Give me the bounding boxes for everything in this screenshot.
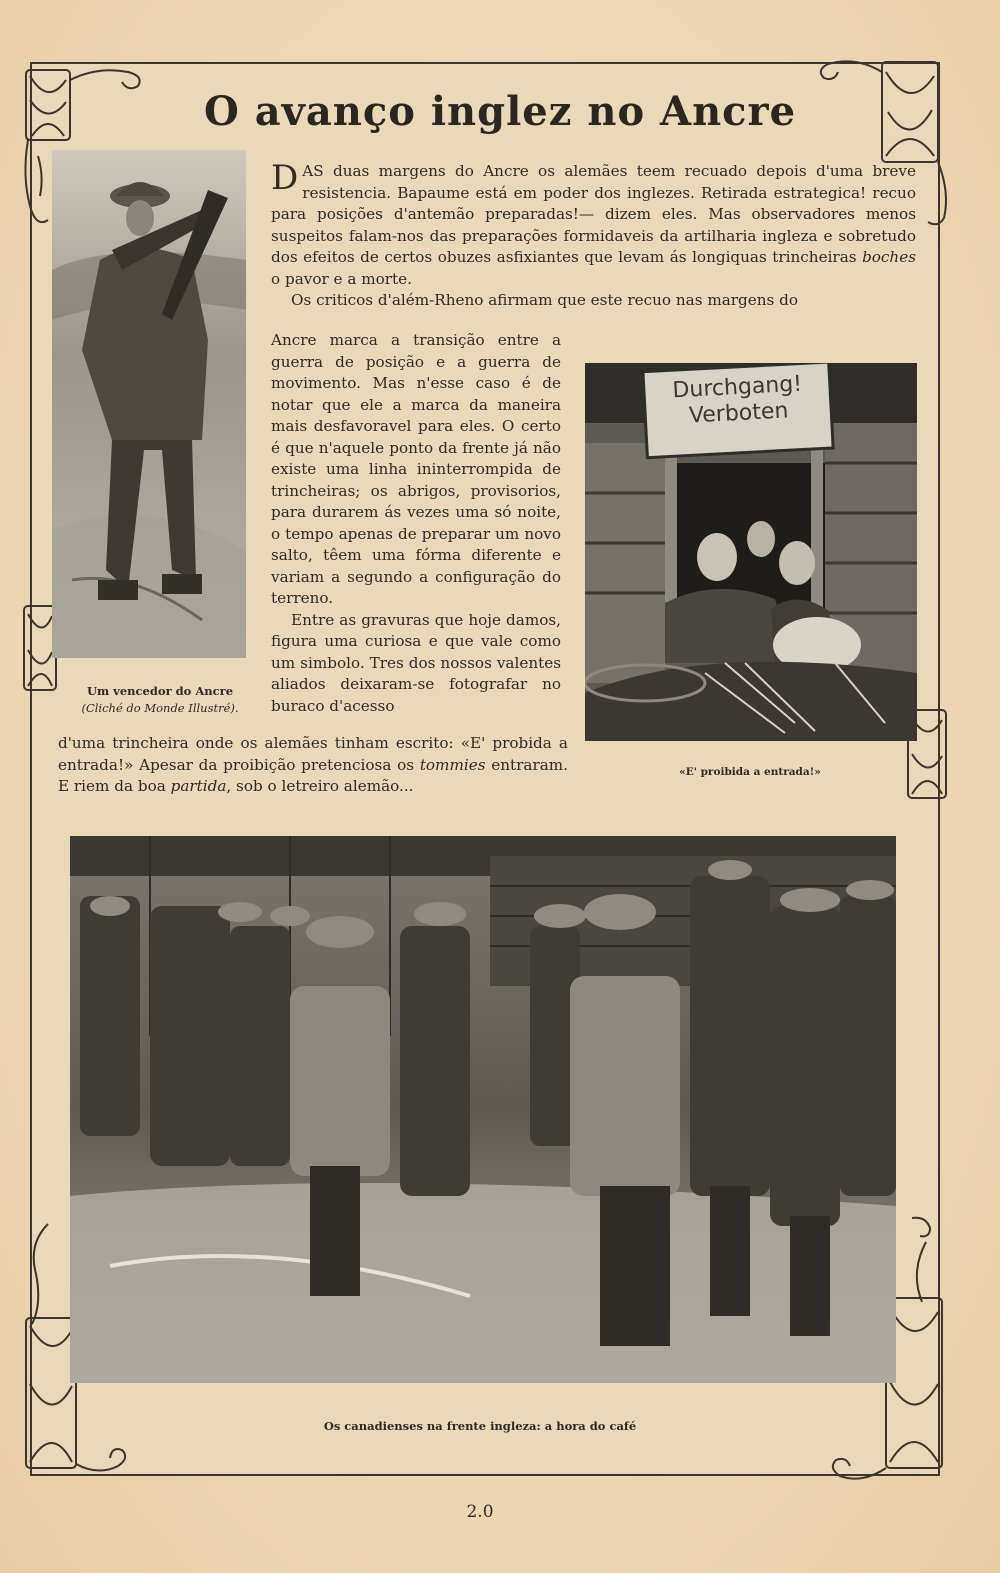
soldier-caption-line1: Um vencedor do Ancre bbox=[86, 684, 234, 698]
trench-sign bbox=[644, 370, 832, 432]
canadians-photo-caption: Os canadienses na frente ingleza: a hora do café bbox=[323, 1419, 637, 1433]
p1-end: o pavor e a morte. bbox=[271, 269, 412, 288]
p3-text: Entre as gravuras que hoje damos, figura uma curiosa e que vale como um simbolo. Tres dos nossos valentes aliados deixaram-se fotografar no buraco d'acesso bbox=[271, 610, 561, 715]
trench-photo-caption: «E' proibida a entrada!» bbox=[679, 766, 821, 778]
p1-italic: boches bbox=[862, 248, 916, 266]
article-paragraph-1 bbox=[271, 158, 916, 312]
soldier-photo bbox=[52, 150, 246, 658]
soldier-photo-caption bbox=[60, 683, 260, 717]
p3-mid: entraram. E riem da boa bbox=[58, 755, 568, 795]
p2-first-line: Os criticos d'além-Rheno afirmam que este recuo nas margens do bbox=[291, 291, 799, 309]
article-paragraph-2 bbox=[271, 330, 561, 717]
p2-text: Ancre marca a transição entre a guerra de posição e a guerra de movimento. Mas n'esse caso é de notar que ele a marca da maneira mais desfavoravel para eles. O certo é que n'aquele ponto da frente já não existe uma linha ininterrompida de trincheiras; os abrigos, provisorios, para durarem ás vezes uma só noite, o tempo apenas de preparar um novo salto, têem uma fórma diferente e variam a segundo a configuração do terreno. bbox=[271, 331, 561, 607]
article-paragraph-3 bbox=[58, 733, 568, 798]
p3-cont: d'uma trincheira onde os alemães tinham escrito: «E' probida a entrada!» Apesar da proibição pretenciosa os bbox=[58, 734, 568, 774]
soldier-caption-line2: (Cliché do Monde Illustré). bbox=[81, 701, 239, 715]
page-number: 2.0 bbox=[466, 1502, 494, 1522]
trench-sign-line2: Verboten bbox=[688, 398, 789, 429]
p3-italic-2: partida bbox=[170, 777, 227, 795]
trench-entrance-photo bbox=[585, 363, 917, 741]
dropcap: D bbox=[271, 158, 299, 198]
trench-sign-line1: Durchgang! bbox=[671, 371, 803, 404]
canadians-coffee-photo bbox=[70, 836, 896, 1383]
p3-italic-1: tommies bbox=[419, 755, 486, 774]
article-title: O avanço inglez no Ancre bbox=[203, 88, 797, 135]
p3-end: , sob o letreiro alemão... bbox=[226, 777, 414, 795]
p1-text: AS duas margens do Ancre os alemães teem recuado depois d'uma breve resistencia. Bapaume está em poder dos inglezes. Retirada estrategica! recuo para posições d'antemão preparadas!— dizem eles. Mas observadores menos suspeitos falam-nos das preparações formidaveis da artilharia ingleza e sobretudo dos efeitos de certos obuzes asfixiantes que levam ás longiquas trincheiras bbox=[271, 162, 916, 266]
